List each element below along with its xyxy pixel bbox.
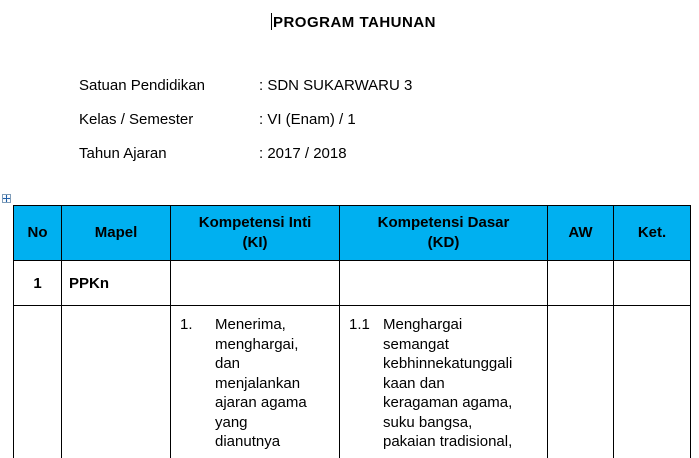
cell-ket[interactable] bbox=[614, 261, 691, 306]
info-value: : VI (Enam) / 1 bbox=[259, 111, 356, 128]
ki-item-number: 1. bbox=[180, 316, 193, 333]
header-kompetensi-dasar bbox=[340, 206, 548, 261]
kd-item-number: 1.1 bbox=[349, 316, 370, 333]
table-move-handle-icon[interactable] bbox=[2, 194, 11, 203]
header-kd-line2: (KD) bbox=[427, 234, 460, 251]
cell-no[interactable] bbox=[14, 306, 62, 458]
header-ket: Ket. bbox=[614, 206, 691, 261]
kd-line: kebhinnekatunggali bbox=[383, 355, 513, 372]
cell-ki[interactable] bbox=[171, 306, 340, 458]
header-aw: AW bbox=[548, 206, 614, 261]
cell-aw[interactable] bbox=[548, 261, 614, 306]
info-label: Tahun Ajaran bbox=[79, 145, 167, 162]
cell-mapel[interactable]: PPKn bbox=[62, 261, 171, 306]
info-label: Kelas / Semester bbox=[79, 111, 194, 128]
kd-item-text bbox=[383, 315, 543, 452]
ki-line: yang bbox=[215, 413, 248, 431]
header-no: No bbox=[14, 206, 62, 261]
cell-kd[interactable] bbox=[340, 261, 548, 306]
ki-line: menghargai, bbox=[215, 335, 299, 353]
kd-line: semangat bbox=[383, 335, 449, 353]
kd-line: Menghargai bbox=[383, 316, 463, 333]
ki-line: menjalankan bbox=[215, 374, 301, 392]
cell-ket[interactable] bbox=[614, 306, 691, 458]
info-label: Satuan Pendidikan bbox=[79, 77, 205, 94]
kd-line: keragaman agama, bbox=[383, 394, 513, 411]
header-mapel: Mapel bbox=[62, 206, 171, 261]
document-title-text: PROGRAM TAHUNAN bbox=[272, 14, 437, 31]
ki-line: dan bbox=[215, 355, 241, 372]
cell-ki[interactable] bbox=[171, 261, 340, 306]
ki-line: Menerima, bbox=[215, 316, 286, 333]
cell-mapel[interactable] bbox=[62, 306, 171, 458]
cell-aw[interactable] bbox=[548, 306, 614, 458]
header-ki-line1: Kompetensi Inti bbox=[198, 214, 312, 231]
document-title bbox=[0, 13, 699, 31]
header-ki-line2: (KI) bbox=[242, 234, 268, 251]
kd-list-item bbox=[340, 306, 547, 452]
info-value: : SDN SUKARWARU 3 bbox=[259, 77, 413, 94]
info-value: : 2017 / 2018 bbox=[259, 145, 347, 162]
table-row bbox=[14, 261, 691, 306]
text-cursor bbox=[271, 13, 272, 30]
header-kd-line1: Kompetensi Dasar bbox=[377, 214, 510, 231]
ki-line: dianutnya bbox=[215, 433, 281, 450]
cell-kd[interactable] bbox=[340, 306, 548, 458]
table-header-row bbox=[14, 206, 691, 261]
ki-list-item bbox=[171, 306, 339, 452]
ki-line: ajaran agama bbox=[215, 394, 307, 411]
kd-line: pakaian tradisional, bbox=[383, 433, 513, 450]
cell-no[interactable]: 1 bbox=[14, 261, 62, 306]
table-row bbox=[14, 306, 691, 458]
ki-item-text bbox=[215, 315, 335, 452]
kd-line: suku bangsa, bbox=[383, 413, 473, 431]
header-kompetensi-inti bbox=[171, 206, 340, 261]
kd-line: kaan dan bbox=[383, 374, 445, 392]
program-tahunan-table bbox=[13, 205, 691, 458]
